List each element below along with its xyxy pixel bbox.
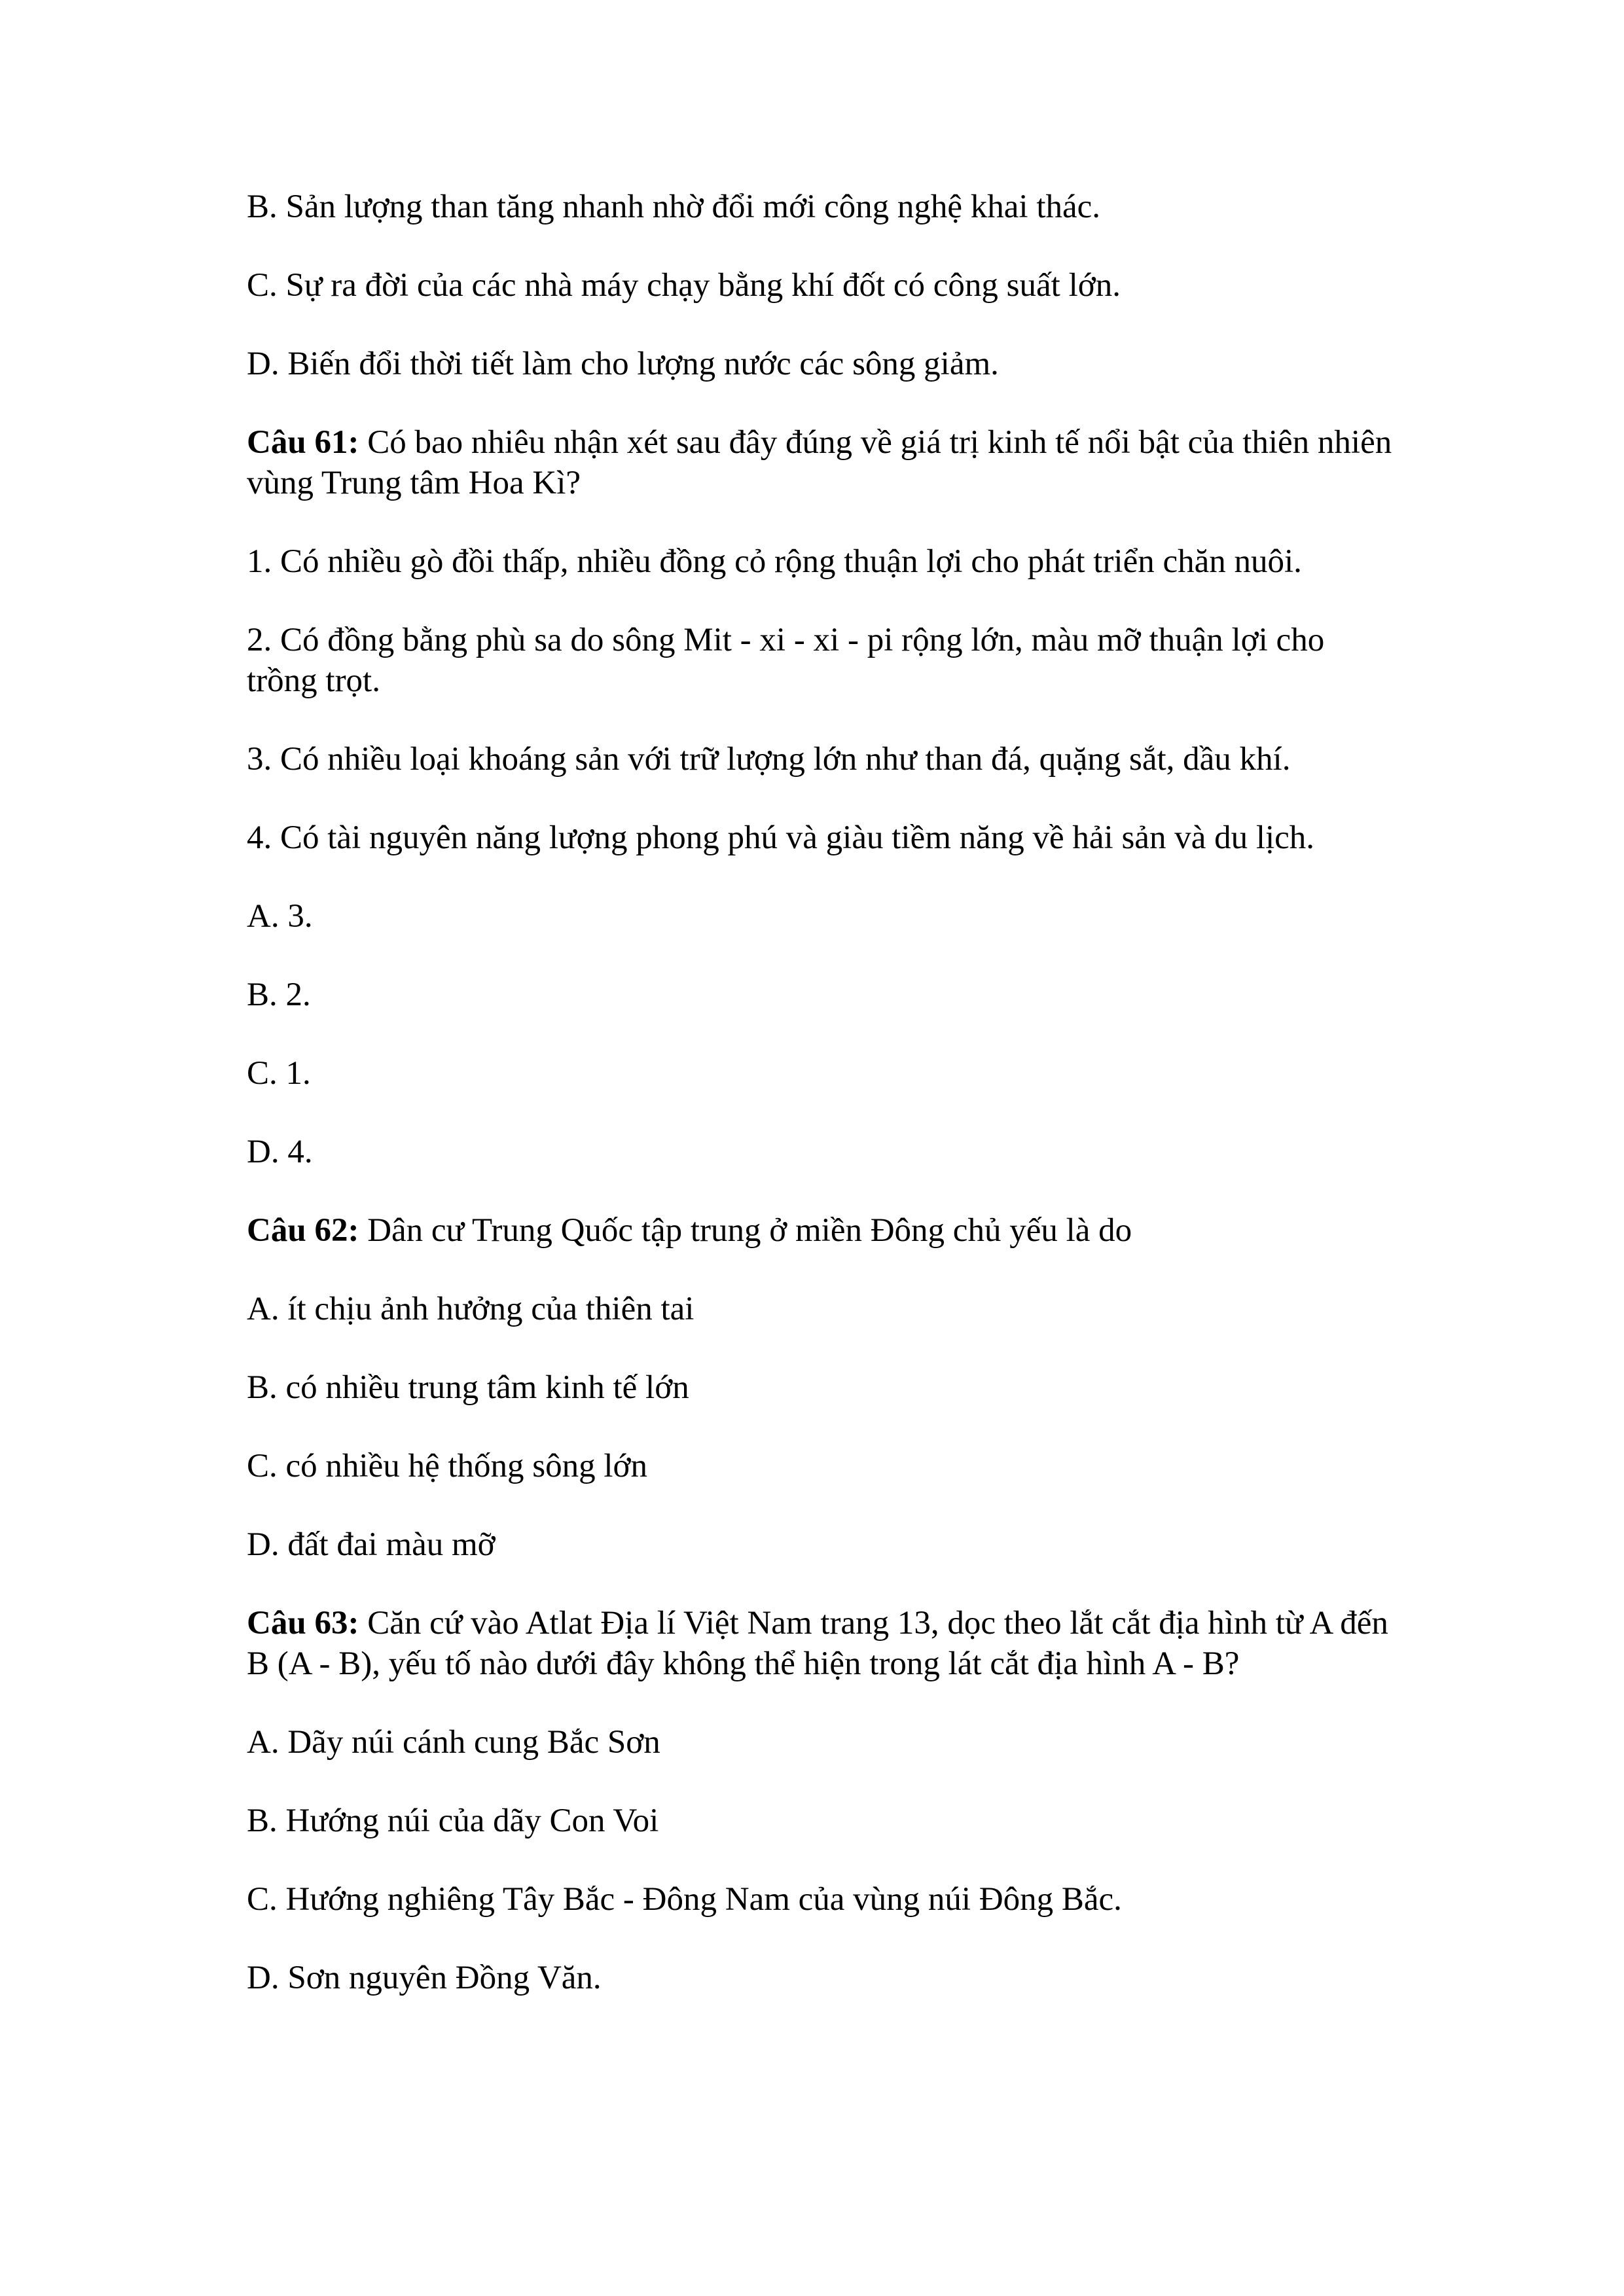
q61-option-b: B. 2. — [247, 977, 311, 1013]
prev-option-d: D. Biến đổi thời tiết làm cho lượng nước các sông giảm. — [247, 346, 999, 382]
question-61 — [247, 422, 1399, 503]
question-61-label: Câu 61: — [247, 424, 359, 461]
question-62-text: Dân cư Trung Quốc tập trung ở miền Đông chủ yếu là do — [359, 1212, 1132, 1249]
q63-option-c: C. Hướng nghiêng Tây Bắc - Đông Nam của vùng núi Đông Bắc. — [247, 1881, 1122, 1918]
q61-option-d: D. 4. — [247, 1134, 313, 1170]
question-63-text: Căn cứ vào Atlat Địa lí Việt Nam trang 13, dọc theo lắt cắt địa hình từ A đến B (A - B), yếu tố nào dưới đây không thể hiện trong lát cắt địa hình A - B? — [247, 1605, 1388, 1682]
q63-option-b: B. Hướng núi của dãy Con Voi — [247, 1803, 659, 1839]
q62-option-a: A. ít chịu ảnh hưởng của thiên tai — [247, 1291, 695, 1327]
question-63 — [247, 1603, 1399, 1684]
q62-option-c: C. có nhiều hệ thống sông lớn — [247, 1448, 647, 1484]
q62-option-d: D. đất đai màu mỡ — [247, 1526, 496, 1563]
prev-option-b: B. Sản lượng than tăng nhanh nhờ đổi mới công nghệ khai thác. — [247, 188, 1101, 225]
q63-option-d: D. Sơn nguyên Đồng Văn. — [247, 1960, 602, 1996]
q61-statement-4: 4. Có tài nguyên năng lượng phong phú và giàu tiềm năng về hải sản và du lịch. — [247, 819, 1315, 856]
question-61-text: Có bao nhiêu nhận xét sau đây đúng về giá trị kinh tế nổi bật của thiên nhiên vùng Trung tâm Hoa Kì? — [247, 424, 1392, 501]
question-63-label: Câu 63: — [247, 1605, 359, 1641]
q61-option-c: C. 1. — [247, 1055, 311, 1092]
question-62 — [247, 1210, 1399, 1251]
q61-statement-2: 2. Có đồng bằng phù sa do sông Mit - xi - xi - pi rộng lớn, màu mỡ thuận lợi cho trồng trọt. — [247, 622, 1325, 699]
q61-option-a: A. 3. — [247, 898, 313, 935]
q63-option-a: A. Dãy núi cánh cung Bắc Sơn — [247, 1724, 660, 1761]
q61-statement-3: 3. Có nhiều loại khoáng sản với trữ lượng lớn như than đá, quặng sắt, dầu khí. — [247, 741, 1291, 778]
question-62-label: Câu 62: — [247, 1212, 359, 1249]
document-page — [247, 187, 1399, 2036]
q61-statement-1: 1. Có nhiều gò đồi thấp, nhiều đồng cỏ rộng thuận lợi cho phát triển chăn nuôi. — [247, 543, 1302, 580]
q62-option-b: B. có nhiều trung tâm kinh tế lớn — [247, 1369, 689, 1406]
prev-option-c: C. Sự ra đời của các nhà máy chạy bằng khí đốt có công suất lớn. — [247, 267, 1121, 304]
